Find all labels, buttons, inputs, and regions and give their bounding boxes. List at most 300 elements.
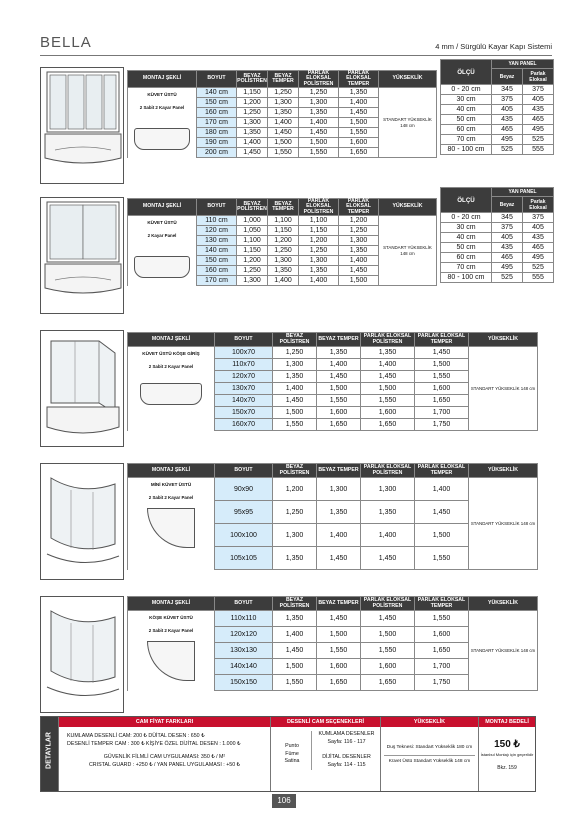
side-size-cell: 40 cm: [441, 105, 492, 115]
side-panel-table-1: [440, 59, 554, 155]
col-beyaz-temper: BEYAZ TEMPER: [317, 333, 361, 347]
glass-price-diff: [58, 717, 270, 791]
price-cell: 1,350: [317, 347, 361, 359]
side-price-cell: 345: [492, 213, 523, 223]
size-cell: 160x70: [215, 419, 273, 431]
price-cell: 1,350: [273, 547, 317, 570]
pattern-item: Sayfa: 116 - 117: [327, 738, 366, 745]
mount-type-title: KÜVET ÜSTÜ: [147, 220, 177, 226]
table-header-row: [128, 464, 538, 478]
size-cell: 150 cm: [197, 256, 237, 266]
col-beyaz-temper: BEYAZ TEMPER: [268, 199, 299, 216]
page-subtitle: 4 mm / Sürgülü Kayar Kapı Sistemi: [435, 42, 552, 51]
size-cell: 180 cm: [197, 128, 237, 138]
price-cell: 1,350: [361, 501, 415, 524]
col-parlak-polistren: PARLAK ELOKSAL POLİSTREN: [299, 199, 339, 216]
height-info: [380, 717, 478, 791]
side-price-cell: 465: [492, 253, 523, 263]
price-cell: 1,450: [415, 501, 469, 524]
glass-price-lines: [59, 727, 270, 776]
side-row: [441, 223, 554, 233]
price-table-3: [127, 332, 538, 431]
price-cell: 1,400: [268, 118, 299, 128]
side-size-cell: 80 - 100 cm: [441, 273, 492, 283]
price-cell: 1,550: [415, 611, 469, 627]
details-panel: [40, 716, 536, 792]
price-cell: 1,650: [361, 419, 415, 431]
price-cell: 1,200: [237, 256, 268, 266]
pattern-title: DESENLİ CAM SEÇENEKLERİ: [271, 717, 380, 727]
price-cell: 1,550: [317, 643, 361, 659]
price-cell: 1,600: [317, 407, 361, 419]
col-montaj: MONTAJ ŞEKLİ: [128, 464, 215, 478]
price-cell: 1,300: [361, 478, 415, 501]
side-size-cell: 60 cm: [441, 125, 492, 135]
col-yan-panel: YAN PANEL: [492, 188, 554, 197]
height-note: STANDART YÜKSEKLİK 148 cm: [379, 216, 437, 286]
size-cell: 170 cm: [197, 276, 237, 286]
price-table-1: [127, 70, 437, 158]
glass-line: DESENLİ TEMPER CAM : 300 ₺ KİŞİYE ÖZEL DİJİTAL DESEN : 1.000 ₺: [67, 740, 241, 747]
size-cell: 120x70: [215, 371, 273, 383]
price-cell: 1,150: [299, 226, 339, 236]
price-cell: 1,250: [299, 88, 339, 98]
col-montaj: MONTAJ ŞEKLİ: [128, 71, 197, 88]
price-cell: 1,150: [237, 88, 268, 98]
tub-thumbnail: [140, 383, 202, 405]
size-cell: 130x130: [215, 643, 273, 659]
col-parlak-polistren: PARLAK ELOKSAL POLİSTREN: [299, 71, 339, 88]
price-cell: 1,750: [415, 675, 469, 691]
col-boyut: BOYUT: [197, 199, 237, 216]
col-yan-panel: YAN PANEL: [492, 60, 554, 69]
price-cell: 1,550: [361, 395, 415, 407]
install-page-ref: Bkz. 159: [497, 765, 517, 771]
price-cell: 1,250: [237, 108, 268, 118]
side-size-cell: 40 cm: [441, 233, 492, 243]
price-cell: 1,450: [339, 266, 379, 276]
side-size-cell: 60 cm: [441, 253, 492, 263]
price-cell: 1,650: [339, 148, 379, 158]
size-cell: 150x150: [215, 675, 273, 691]
col-montaj: MONTAJ ŞEKLİ: [128, 597, 215, 611]
price-cell: 1,250: [299, 246, 339, 256]
size-cell: 110x110: [215, 611, 273, 627]
page-number: 106: [272, 794, 296, 808]
side-price-cell: 525: [492, 273, 523, 283]
height-line: Duş Teknesi: Standart Yükseklik 180 cm: [384, 745, 475, 756]
price-cell: 1,350: [273, 371, 317, 383]
price-cell: 1,050: [237, 226, 268, 236]
price-cell: 1,500: [339, 276, 379, 286]
glass-line: KUMLAMA DESENLİ CAM: 200 ₺ DÜİTAL DESEN : 650 ₺: [67, 733, 205, 739]
mount-type-cell: [128, 611, 215, 691]
side-price-cell: 405: [523, 95, 554, 105]
col-beyaz: Beyaz: [492, 69, 523, 85]
price-cell: 1,350: [237, 128, 268, 138]
price-cell: 1,500: [361, 627, 415, 643]
col-boyut: BOYUT: [215, 464, 273, 478]
product-image-4: [40, 463, 124, 580]
table-header-row: [128, 597, 538, 611]
side-price-cell: 405: [492, 233, 523, 243]
price-cell: 1,600: [339, 138, 379, 148]
price-cell: 1,600: [317, 659, 361, 675]
col-beyaz-polistren: BEYAZ POLİSTREN: [273, 597, 317, 611]
price-cell: 1,450: [361, 547, 415, 570]
col-parlak-temper: PARLAK ELOKSAL TEMPER: [339, 199, 379, 216]
col-beyaz-polistren: BEYAZ POLİSTREN: [273, 333, 317, 347]
height-note: STANDART YÜKSEKLİK 148 cm: [469, 611, 538, 691]
side-price-cell: 495: [492, 263, 523, 273]
price-cell: 1,450: [317, 547, 361, 570]
mount-type-panels: 2 Sabit 2 Kayar Panel: [148, 628, 194, 633]
side-price-cell: 495: [523, 125, 554, 135]
price-cell: 1,300: [273, 524, 317, 547]
pattern-pages: [311, 731, 379, 770]
side-row: [441, 95, 554, 105]
side-price-cell: 525: [523, 263, 554, 273]
side-price-cell: 405: [523, 223, 554, 233]
price-cell: 1,200: [299, 236, 339, 246]
price-cell: 1,200: [339, 216, 379, 226]
table-body: [128, 88, 437, 158]
side-price-cell: 555: [523, 145, 554, 155]
size-cell: 150x70: [215, 407, 273, 419]
price-cell: 1,400: [317, 524, 361, 547]
col-boyut: BOYUT: [197, 71, 237, 88]
col-beyaz-polistren: BEYAZ POLİSTREN: [237, 71, 268, 88]
price-cell: 1,350: [317, 501, 361, 524]
price-cell: 1,550: [268, 148, 299, 158]
mount-type-panels: 2 Sabit 2 Kayar Panel: [139, 105, 185, 111]
size-cell: 110 cm: [197, 216, 237, 226]
table-row: [128, 611, 538, 627]
install-note: İstanbul Montajı için geçerlidir: [480, 752, 534, 757]
price-cell: 1,650: [317, 419, 361, 431]
price-cell: 1,400: [273, 383, 317, 395]
col-yukseklik: YÜKSEKLİK: [379, 71, 437, 88]
pattern-item: Sayfa: 114 - 115: [327, 762, 366, 769]
size-cell: 110x70: [215, 359, 273, 371]
table-row: [128, 88, 437, 98]
glass-price-title: CAM FİYAT FARKLARI: [59, 717, 270, 727]
table-body: [128, 478, 538, 570]
col-parlak-polistren: PARLAK ELOKSAL POLİSTREN: [361, 464, 415, 478]
side-price-cell: 465: [523, 243, 554, 253]
side-row: [441, 145, 554, 155]
price-cell: 1,500: [268, 138, 299, 148]
side-price-cell: 435: [523, 105, 554, 115]
size-cell: 120x120: [215, 627, 273, 643]
price-cell: 1,150: [237, 246, 268, 256]
price-cell: 1,500: [361, 383, 415, 395]
price-cell: 1,550: [415, 371, 469, 383]
pattern-item: Füme: [285, 750, 299, 757]
size-cell: 95x95: [215, 501, 273, 524]
price-cell: 1,300: [237, 118, 268, 128]
col-yukseklik: YÜKSEKLİK: [379, 199, 437, 216]
col-beyaz-temper: BEYAZ TEMPER: [268, 71, 299, 88]
table-header-row: [128, 333, 538, 347]
glass-line: CRISTAL GUARD : +250 ₺ / YAN PANEL UYGULAMASI : +50 ₺: [88, 762, 241, 769]
price-cell: 1,250: [237, 266, 268, 276]
mount-type-cell: [128, 347, 215, 431]
price-cell: 1,300: [237, 276, 268, 286]
mount-type-panels: 2 Kayar Panel: [147, 233, 177, 239]
mount-type-panels: 2 Sabit 2 Kayar Panel: [148, 495, 194, 500]
table-header-row: [128, 199, 437, 216]
side-price-cell: 495: [492, 135, 523, 145]
height-note: STANDART YÜKSEKLİK 148 cm: [469, 347, 538, 431]
price-cell: 1,450: [317, 371, 361, 383]
price-cell: 1,500: [273, 407, 317, 419]
price-cell: 1,400: [317, 359, 361, 371]
price-cell: 1,350: [299, 266, 339, 276]
product-image-5: [40, 596, 124, 713]
table-body: [128, 216, 437, 286]
height-note: STANDART YÜKSEKLİK 148 cm: [379, 88, 437, 158]
col-montaj: MONTAJ ŞEKLİ: [128, 333, 215, 347]
side-size-cell: 50 cm: [441, 115, 492, 125]
price-table-4: [127, 463, 538, 570]
price-cell: 1,400: [361, 524, 415, 547]
table-body: [128, 347, 538, 431]
col-parlak-polistren: PARLAK ELOKSAL POLİSTREN: [361, 597, 415, 611]
mount-type-panels: 2 Sabit 2 Kayar Panel: [148, 364, 194, 369]
col-parlak-polistren: PARLAK ELOKSAL POLİSTREN: [361, 333, 415, 347]
price-cell: 1,650: [361, 675, 415, 691]
price-cell: 1,300: [317, 478, 361, 501]
side-row: [441, 243, 554, 253]
price-cell: 1,550: [361, 643, 415, 659]
price-cell: 1,400: [339, 256, 379, 266]
side-size-cell: 30 cm: [441, 95, 492, 105]
side-row: [441, 105, 554, 115]
brand-title: BELLA: [40, 34, 92, 51]
price-cell: 1,400: [299, 118, 339, 128]
price-cell: 1,500: [273, 659, 317, 675]
price-cell: 1,350: [361, 347, 415, 359]
col-parlak: Parlak Eloksal: [523, 69, 554, 85]
size-cell: 160 cm: [197, 266, 237, 276]
page-header: [40, 34, 552, 56]
side-price-cell: 435: [523, 233, 554, 243]
mount-type-cell: [128, 216, 197, 286]
size-cell: 140 cm: [197, 88, 237, 98]
pattern-item: Satina: [284, 758, 300, 765]
price-cell: 1,100: [237, 236, 268, 246]
size-cell: 90x90: [215, 478, 273, 501]
price-cell: 1,450: [339, 108, 379, 118]
mount-type-title: MİNİ KÜVET ÜSTÜ: [150, 482, 192, 487]
price-cell: 1,300: [299, 256, 339, 266]
height-lines: [381, 727, 478, 766]
price-cell: 1,600: [361, 407, 415, 419]
side-row: [441, 213, 554, 223]
size-cell: 130 cm: [197, 236, 237, 246]
pattern-options: [270, 717, 380, 791]
price-cell: 1,450: [299, 128, 339, 138]
side-price-cell: 555: [523, 273, 554, 283]
size-cell: 200 cm: [197, 148, 237, 158]
glass-line: GÜVENLİK FİLMLİ CAM UYGULAMASI: 350 ₺ / M²: [103, 754, 226, 761]
side-row: [441, 115, 554, 125]
size-cell: 120 cm: [197, 226, 237, 236]
price-cell: 1,350: [339, 246, 379, 256]
table-body: [128, 611, 538, 691]
product-image-1: [40, 67, 124, 184]
pattern-item: KUMLAMA DESENLER: [318, 731, 375, 737]
col-boyut: BOYUT: [215, 333, 273, 347]
col-boyut: BOYUT: [215, 597, 273, 611]
price-cell: 1,250: [273, 501, 317, 524]
size-cell: 130x70: [215, 383, 273, 395]
price-cell: 1,000: [237, 216, 268, 226]
price-cell: 1,250: [268, 246, 299, 256]
col-yukseklik: YÜKSEKLİK: [469, 597, 538, 611]
price-cell: 1,400: [273, 627, 317, 643]
side-row: [441, 253, 554, 263]
side-price-cell: 405: [492, 105, 523, 115]
price-cell: 1,650: [317, 675, 361, 691]
price-cell: 1,250: [273, 347, 317, 359]
corner-tray-thumbnail: [147, 508, 195, 548]
side-size-cell: 0 - 20 cm: [441, 213, 492, 223]
price-cell: 1,500: [317, 383, 361, 395]
tub-thumbnail: [134, 128, 190, 150]
price-cell: 1,700: [415, 407, 469, 419]
size-cell: 140x140: [215, 659, 273, 675]
height-note: STANDART YÜKSEKLİK 148 cm: [469, 478, 538, 570]
details-label-bar: [41, 717, 58, 791]
side-size-cell: 70 cm: [441, 263, 492, 273]
side-size-cell: 30 cm: [441, 223, 492, 233]
side-price-cell: 375: [523, 213, 554, 223]
price-cell: 1,350: [299, 108, 339, 118]
size-cell: 100x100: [215, 524, 273, 547]
price-cell: 1,550: [339, 128, 379, 138]
side-size-cell: 0 - 20 cm: [441, 85, 492, 95]
side-price-cell: 495: [523, 253, 554, 263]
install-fee: [478, 717, 535, 791]
price-cell: 1,500: [299, 138, 339, 148]
price-cell: 1,400: [361, 359, 415, 371]
price-cell: 1,300: [268, 98, 299, 108]
price-cell: 1,700: [415, 659, 469, 675]
col-olcu: ÖLÇÜ: [441, 60, 492, 85]
col-yukseklik: YÜKSEKLİK: [469, 464, 538, 478]
table-row: [128, 216, 437, 226]
side-price-cell: 345: [492, 85, 523, 95]
col-beyaz: Beyaz: [492, 197, 523, 213]
col-beyaz-temper: BEYAZ TEMPER: [317, 597, 361, 611]
side-price-cell: 375: [492, 223, 523, 233]
price-cell: 1,400: [268, 276, 299, 286]
side-price-cell: 465: [492, 125, 523, 135]
side-row: [441, 125, 554, 135]
price-cell: 1,600: [415, 383, 469, 395]
corner-tray-thumbnail: [147, 641, 195, 681]
price-cell: 1,450: [415, 347, 469, 359]
price-cell: 1,400: [415, 478, 469, 501]
install-body: [479, 727, 535, 771]
size-cell: 140x70: [215, 395, 273, 407]
price-cell: 1,500: [339, 118, 379, 128]
price-cell: 1,450: [268, 128, 299, 138]
mount-type-title: KÜVET ÜSTÜ KÖŞE GİRİŞ: [142, 351, 200, 356]
price-cell: 1,350: [339, 88, 379, 98]
product-image-2: [40, 197, 124, 314]
table-header-row: [128, 71, 437, 88]
price-cell: 1,100: [268, 216, 299, 226]
side-size-cell: 80 - 100 cm: [441, 145, 492, 155]
price-cell: 1,200: [268, 236, 299, 246]
col-parlak-temper: PARLAK ELOKSAL TEMPER: [415, 464, 469, 478]
price-cell: 1,300: [299, 98, 339, 108]
size-cell: 150 cm: [197, 98, 237, 108]
price-cell: 1,550: [273, 419, 317, 431]
price-cell: 1,500: [317, 627, 361, 643]
size-cell: 105x105: [215, 547, 273, 570]
price-cell: 1,400: [237, 138, 268, 148]
price-cell: 1,250: [339, 226, 379, 236]
side-row: [441, 233, 554, 243]
price-cell: 1,500: [415, 524, 469, 547]
pattern-basic: [277, 743, 307, 766]
pattern-item: DİJİTAL DESENLER: [322, 754, 371, 761]
price-cell: 1,450: [273, 643, 317, 659]
details-label: DETAYLAR: [45, 732, 53, 769]
price-cell: 1,550: [415, 547, 469, 570]
col-beyaz-polistren: BEYAZ POLİSTREN: [237, 199, 268, 216]
price-cell: 1,300: [339, 236, 379, 246]
col-beyaz-temper: BEYAZ TEMPER: [317, 464, 361, 478]
price-cell: 1,500: [415, 359, 469, 371]
table-row: [128, 347, 538, 359]
size-cell: 160 cm: [197, 108, 237, 118]
height-title: YÜKSEKLİK: [381, 717, 478, 727]
side-price-cell: 435: [492, 115, 523, 125]
price-cell: 1,250: [268, 88, 299, 98]
price-cell: 1,450: [317, 611, 361, 627]
price-cell: 1,750: [415, 419, 469, 431]
price-cell: 1,600: [415, 627, 469, 643]
side-price-cell: 525: [492, 145, 523, 155]
price-cell: 1,600: [361, 659, 415, 675]
price-cell: 1,550: [317, 395, 361, 407]
mount-type-cell: [128, 478, 215, 570]
price-cell: 1,450: [273, 395, 317, 407]
side-price-cell: 375: [523, 85, 554, 95]
price-cell: 1,150: [268, 226, 299, 236]
mount-type-title: KÜVET ÜSTÜ: [147, 92, 177, 98]
price-cell: 1,300: [268, 256, 299, 266]
price-cell: 1,550: [299, 148, 339, 158]
side-body: [441, 85, 554, 155]
side-size-cell: 70 cm: [441, 135, 492, 145]
price-cell: 1,350: [268, 266, 299, 276]
price-table-2: [127, 198, 437, 286]
col-parlak-temper: PARLAK ELOKSAL TEMPER: [339, 71, 379, 88]
side-price-cell: 465: [523, 115, 554, 125]
size-cell: 100x70: [215, 347, 273, 359]
price-cell: 1,450: [237, 148, 268, 158]
price-cell: 1,400: [299, 276, 339, 286]
side-price-cell: 375: [492, 95, 523, 105]
size-cell: 140 cm: [197, 246, 237, 256]
side-panel-table-2: [440, 187, 554, 283]
